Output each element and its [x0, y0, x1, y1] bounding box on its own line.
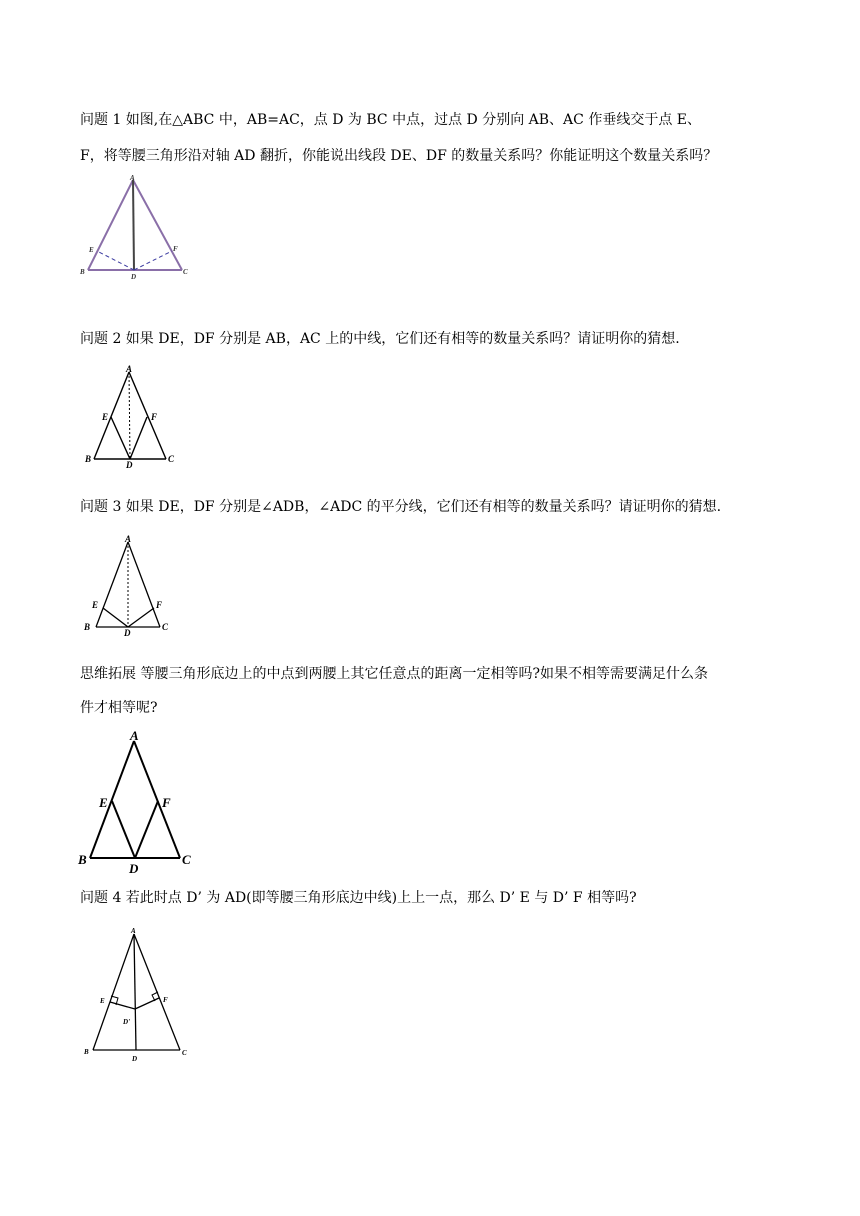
fig3-label-a: A — [125, 534, 132, 544]
fig3-label-e: E — [92, 600, 99, 610]
fig1-segment-de — [97, 251, 134, 270]
fig4-label-d: D — [129, 861, 139, 876]
fig5-side-ab — [93, 934, 134, 1050]
fig3-label-c: C — [162, 622, 169, 632]
fig1-segment-df — [134, 251, 172, 270]
problem2-text: 问题 2 如果 DE，DF 分别是 AB，AC 上的中线，它们还有相等的数量关系吗？请证明你的猜想. — [80, 331, 680, 347]
problem3-text: 问题 3 如果 DE，DF 分别是∠ADB，∠ADC 的平分线，它们还有相等的数量关系吗？请证明你的猜想. — [80, 499, 722, 515]
fig5-label-a: A — [131, 927, 136, 935]
figure-3-triangle — [82, 532, 192, 640]
fig2-segment-df — [130, 417, 147, 459]
fig5-label-b: B — [84, 1048, 89, 1056]
fig4-label-b: B — [78, 852, 87, 867]
fig4-label-c: C — [182, 852, 191, 867]
fig4-segment-de — [112, 801, 135, 858]
fig2-label-c: C — [168, 454, 175, 464]
fig4-label-f: F — [162, 795, 171, 810]
figure-2-triangle — [82, 362, 192, 472]
figure-1-triangle — [76, 172, 196, 282]
fig5-label-d: D — [132, 1055, 138, 1063]
fig1-label-c: C — [183, 268, 188, 276]
problem1-text-line1: 问题 1 如图,在△ABC 中，AB=AC，点 D 为 BC 中点，过点 D 分别向 AB、AC 作垂线交于点 E、 — [80, 112, 701, 128]
fig5-label-c: C — [182, 1049, 187, 1057]
fig1-label-d: D — [131, 273, 137, 281]
problem1-text-line2: F，将等腰三角形沿对轴 AD 翻折，你能说出线段 DE、DF 的数量关系吗？你能证明这个数量关系吗？ — [80, 148, 718, 164]
fig4-label-e: E — [99, 795, 108, 810]
fig1-label-e: E — [89, 246, 94, 254]
fig4-side-ac — [134, 741, 180, 858]
fig5-label-dprime: D' — [123, 1018, 130, 1026]
fig3-segment-de — [103, 608, 128, 627]
fig1-label-a: A — [130, 174, 135, 182]
fig3-label-d: D — [124, 628, 131, 638]
fig5-label-e: E — [100, 997, 105, 1005]
fig5-segment-de — [110, 1002, 135, 1009]
extension-text-line2: 件才相等呢? — [80, 700, 158, 716]
fig1-side-ac — [133, 180, 182, 270]
fig4-segment-df — [135, 801, 158, 858]
fig4-label-a: A — [130, 728, 139, 743]
fig3-label-f: F — [156, 600, 163, 610]
fig1-median-ad — [133, 180, 134, 270]
extension-text-line1: 思维拓展 等腰三角形底边上的中点到两腰上其它任意点的距离一定相等吗?如果不相等需要满足什么条 — [80, 666, 708, 682]
fig2-label-a: A — [126, 364, 133, 374]
fig5-median-ad — [134, 934, 136, 1050]
fig2-label-e: E — [102, 412, 109, 422]
fig3-label-b: B — [84, 622, 91, 632]
fig3-side-ac — [128, 542, 163, 627]
fig2-label-d: D — [126, 460, 133, 470]
fig5-label-f: F — [163, 996, 168, 1004]
fig2-label-f: F — [151, 412, 158, 422]
figure-5-triangle — [80, 922, 200, 1064]
fig1-label-b: B — [80, 268, 85, 276]
fig2-median-ad — [129, 372, 130, 459]
fig2-segment-de — [111, 417, 130, 459]
fig2-label-b: B — [85, 454, 92, 464]
fig3-segment-df — [128, 608, 154, 627]
figure-4-triangle — [76, 728, 206, 876]
fig1-side-ab — [88, 180, 133, 270]
fig1-label-f: F — [173, 245, 178, 253]
problem4-text: 问题 4 若此时点 D’ 为 AD(即等腰三角形底边中线)上上一点，那么 D’ E 与 D’ F 相等吗? — [80, 890, 637, 906]
fig5-segment-df — [135, 998, 159, 1009]
